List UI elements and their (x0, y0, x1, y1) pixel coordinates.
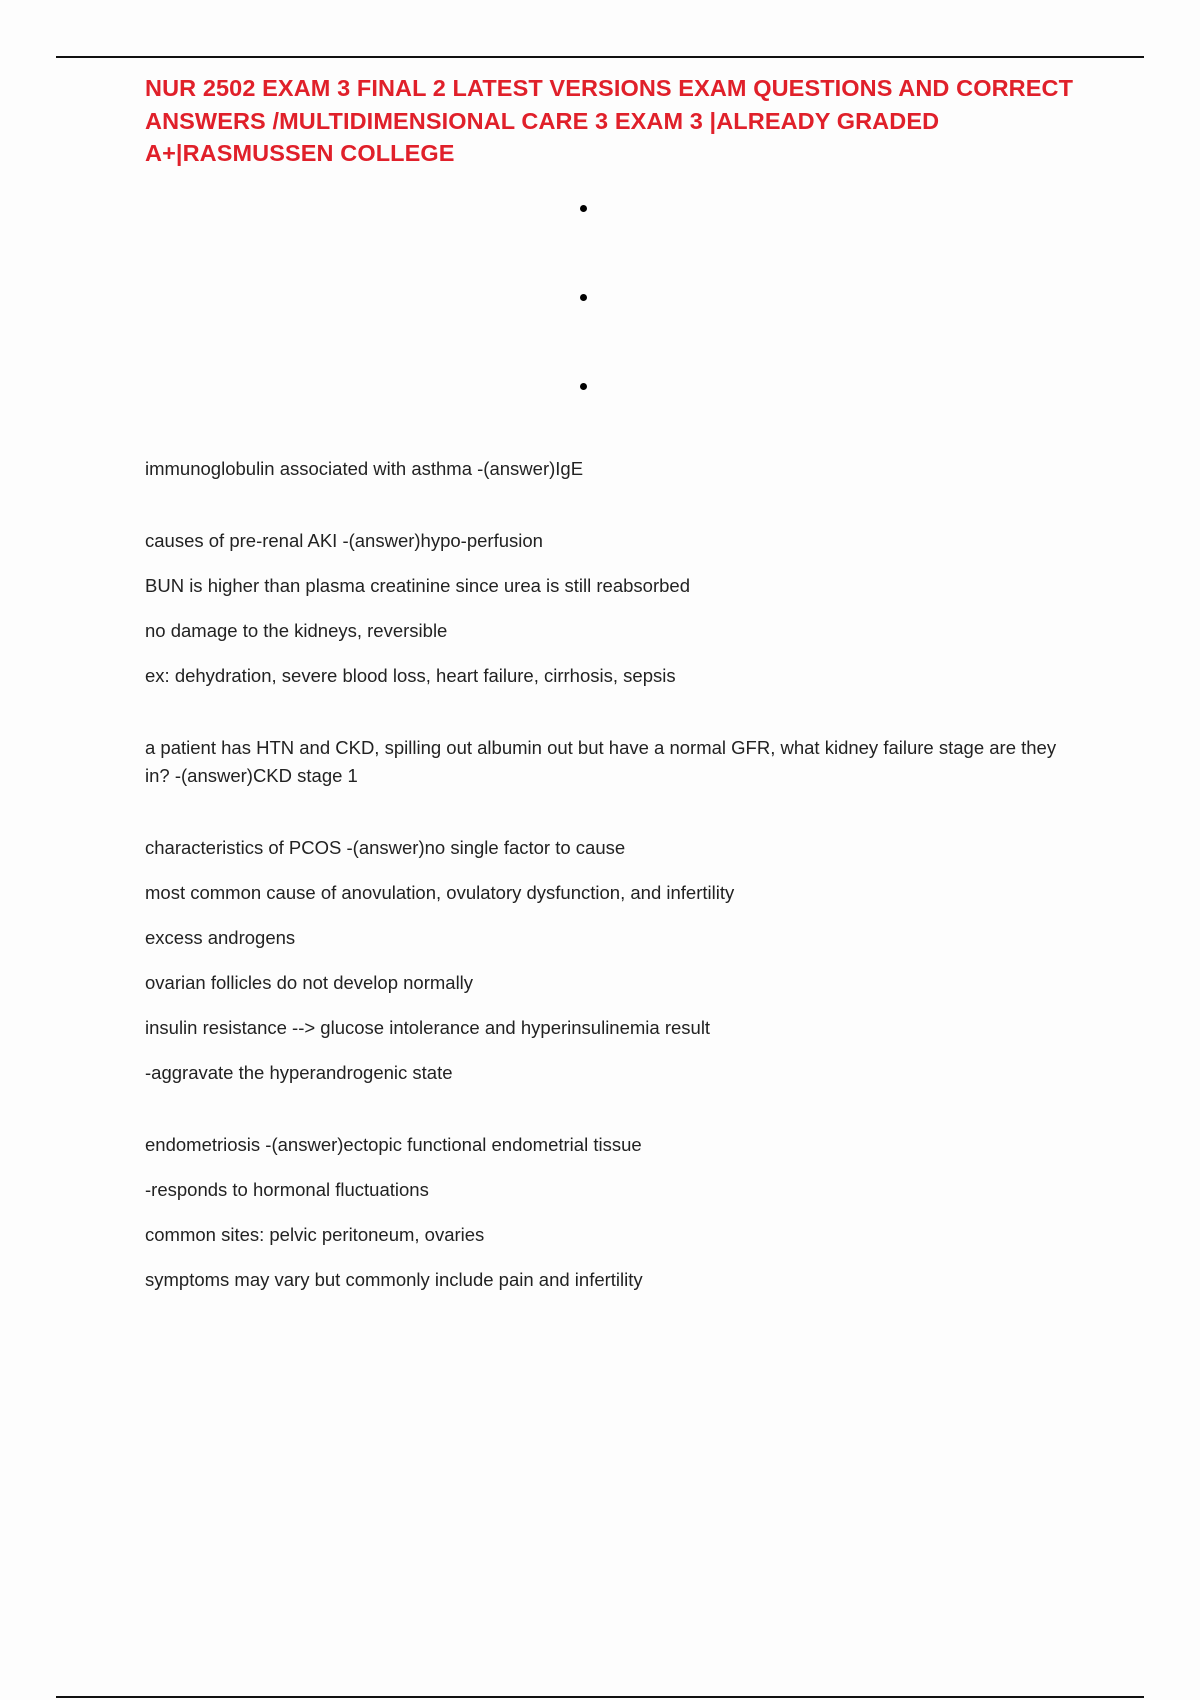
qa-line: -responds to hormonal fluctuations (145, 1179, 429, 1200)
qa-line: a patient has HTN and CKD, spilling out albumin out but have a normal GFR, what kidney failure stage are they in? -(answer)CKD stage 1 (145, 737, 1057, 786)
qa-line: most common cause of anovulation, ovulatory dysfunction, and infertility (145, 882, 735, 903)
qa-line: causes of pre-renal AKI -(answer)hypo-perfusion (145, 530, 543, 551)
qa-line: insulin resistance --> glucose intolerance and hyperinsulinemia result (145, 1017, 711, 1038)
qa-line: endometriosis -(answer)ectopic functional endometrial tissue (145, 1134, 642, 1155)
bullet-dot (580, 205, 587, 212)
bullet-dot (580, 294, 587, 301)
qa-entry (145, 527, 1085, 690)
bottom-rule (56, 1696, 1144, 1698)
qa-line: excess androgens (145, 927, 296, 948)
qa-content (145, 455, 1085, 1338)
qa-line: characteristics of PCOS -(answer)no single factor to cause (145, 837, 626, 858)
top-rule (56, 56, 1144, 58)
qa-line: ovarian follicles do not develop normally (145, 972, 474, 993)
qa-line: no damage to the kidneys, reversible (145, 620, 448, 641)
qa-line: ex: dehydration, severe blood loss, heart failure, cirrhosis, sepsis (145, 665, 676, 686)
bullet-dot (580, 383, 587, 390)
qa-entry (145, 455, 1085, 483)
document-title: NUR 2502 EXAM 3 FINAL 2 LATEST VERSIONS EXAM QUESTIONS AND CORRECT ANSWERS /MULTIDIMENSIONAL CARE 3 EXAM 3 |ALREADY GRADED A+|RASMUSSEN COLLEGE (145, 75, 1074, 166)
qa-line: -aggravate the hyperandrogenic state (145, 1062, 453, 1083)
qa-line: BUN is higher than plasma creatinine since urea is still reabsorbed (145, 575, 690, 596)
qa-line: common sites: pelvic peritoneum, ovaries (145, 1224, 485, 1245)
qa-entry (145, 1131, 1085, 1294)
qa-line: symptoms may vary but commonly include pain and infertility (145, 1269, 643, 1290)
qa-entry (145, 834, 1085, 1087)
qa-entry (145, 734, 1085, 790)
qa-line: immunoglobulin associated with asthma -(answer)IgE (145, 458, 584, 479)
